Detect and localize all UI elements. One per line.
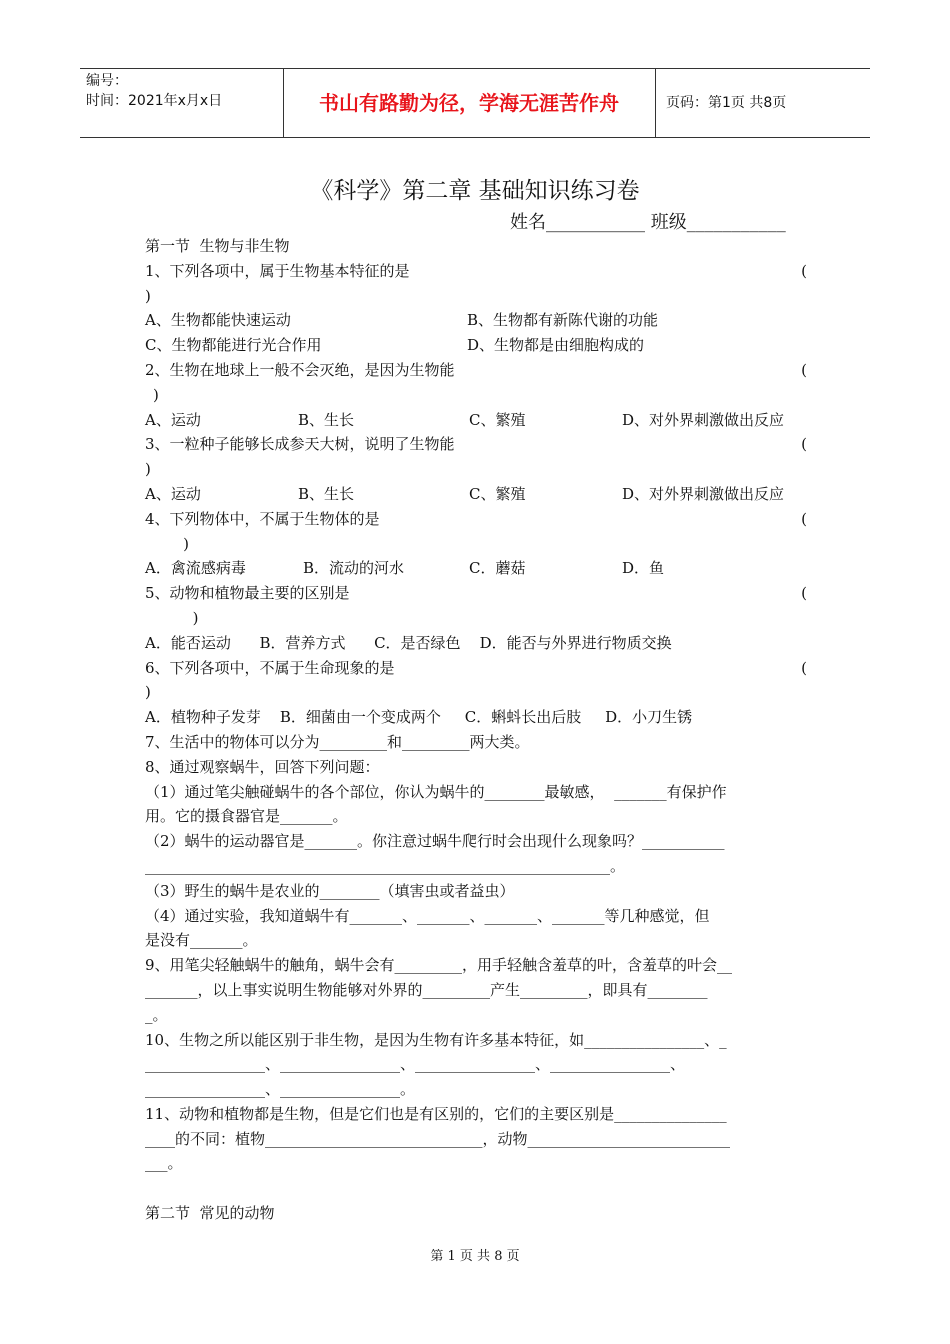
header-motto: 书山有路勤为径，学海无涯苦作舟 [319,91,619,115]
name-class-fields: 姓名___________ 班级___________ [510,212,786,233]
question-stem: 1、下列各项中，属于生物基本特征的是 [145,261,410,280]
page-header [80,68,870,138]
answer-paren: ( [801,435,807,454]
option-d: D．鱼 [622,559,665,578]
answer-paren-close: ) [145,683,151,702]
option-d: D、对外界刺激做出反应 [622,410,785,429]
question-8-part-2-cont: ______________________________________________________________。 [145,856,626,875]
question-8-part-1: （1）通过笔尖触碰蜗牛的各个部位，你认为蜗牛的________最敏感， _______有保护作 [145,782,727,801]
option-c: C、生物都能进行光合作用 [145,336,322,355]
option-c: C、繁殖 [469,484,526,503]
question-8-part-4: （4）通过实验，我知道蜗牛有_______、_______、_______、_______等几种感觉，但 [145,906,710,925]
option-d: D、对外界刺激做出反应 [622,484,785,503]
question-6 [145,656,807,681]
answer-paren-close: ) [145,534,189,553]
question-10-end: ________________、________________。 [145,1080,416,1099]
question-3 [145,432,807,457]
answer-paren: ( [801,360,807,379]
question-8: 8、通过观察蜗牛，回答下列问题： [145,757,380,776]
option-b: B、生物都有新陈代谢的功能 [467,311,659,330]
header-meta [86,71,222,111]
options-row [145,308,807,333]
answer-paren: ( [801,658,807,677]
section-heading: 第一节 生物与非生物 [145,237,290,255]
answer-paren-close: ) [153,385,159,404]
option-c: C．蘑菇 [469,559,526,578]
header-page-label: 页码：第1页 共8页 [666,95,787,111]
answer-paren: ( [801,261,807,280]
options-row: A．植物种子发芽 B．细菌由一个变成两个 C．蝌蚪长出后肢 D．小刀生锈 [145,708,693,727]
question-8-part-4-cont: 是没有_______。 [145,931,258,950]
option-d: D、生物都是由细胞构成的 [467,336,645,355]
question-stem: 4、下列物体中，不属于生物体的是 [145,509,380,528]
question-11: 11、动物和植物都是生物，但是它们也是有区别的，它们的主要区别是_______________ [145,1104,727,1123]
question-10: 10、生物之所以能区别于非生物，是因为生物有许多基本特征，如________________、_ [145,1030,727,1049]
question-stem: 2、生物在地球上一般不会灭绝，是因为生物能 [145,360,455,379]
option-a: A、运动 [145,410,201,429]
question-8-part-2: （2）蜗牛的运动器官是_______。你注意过蜗牛爬行时会出现什么现象吗？___________ [145,832,725,851]
options-row [145,408,807,433]
option-b: B．流动的河水 [303,559,405,578]
answer-paren-close: ) [145,460,151,479]
spacer [145,1176,807,1201]
question-1 [145,259,807,284]
question-2 [145,358,807,383]
question-9-cont: _______，以上事实说明生物能够对外界的_________产生_________，即具有________ [145,980,708,999]
option-a: A、运动 [145,484,201,503]
question-11-end: ___。 [145,1154,183,1173]
page-footer: 第 1 页 共 8 页 [430,1249,520,1264]
question-8-part-3: （3）野生的蜗牛是农业的________（填害虫或者益虫） [145,881,515,900]
time-label: 时间：2021年x月x日 [86,93,223,109]
option-b: B、生长 [298,484,355,503]
question-stem: 5、动物和植物最主要的区别是 [145,584,350,603]
answer-paren-close: ) [145,286,151,305]
question-8-part-1-cont: 用。它的摄食器官是_______。 [145,807,348,826]
option-c: C、繁殖 [469,410,526,429]
question-11-cont: ____的不同：植物_____________________________，动物___________________________ [145,1129,731,1148]
question-5 [145,581,807,606]
option-a: A、生物都能快速运动 [145,311,291,330]
number-label: 编号： [86,73,128,89]
options-row [145,333,807,358]
answer-paren: ( [801,509,807,528]
option-a: A．禽流感病毒 [145,559,246,578]
answer-paren: ( [801,584,807,603]
options-row [145,482,807,507]
question-stem: 3、一粒种子能够长成参天大树，说明了生物能 [145,435,455,454]
question-9: 9、用笔尖轻触蜗牛的触角，蜗牛会有_________，用手轻触含羞草的叶，含羞草的叶会__ [145,956,733,975]
question-9-end: _。 [145,1005,168,1024]
option-b: B、生长 [298,410,355,429]
worksheet-body [145,234,807,1226]
question-10-cont: ________________、________________、________________、________________、 [145,1055,686,1074]
page-title: 《科学》第二章 基础知识练习卷 [310,178,640,204]
options-row: A．能否运动 B．营养方式 C．是否绿色 D．能否与外界进行物质交换 [145,633,672,652]
options-row [145,556,807,581]
question-stem: 6、下列各项中，不属于生命现象的是 [145,658,395,677]
header-divider [655,69,656,137]
answer-paren-close: ) [145,608,199,627]
question-7: 7、生活中的物体可以分为_________和_________两大类。 [145,732,530,751]
question-4 [145,507,807,532]
section-heading: 第二节 常见的动物 [145,1204,275,1223]
